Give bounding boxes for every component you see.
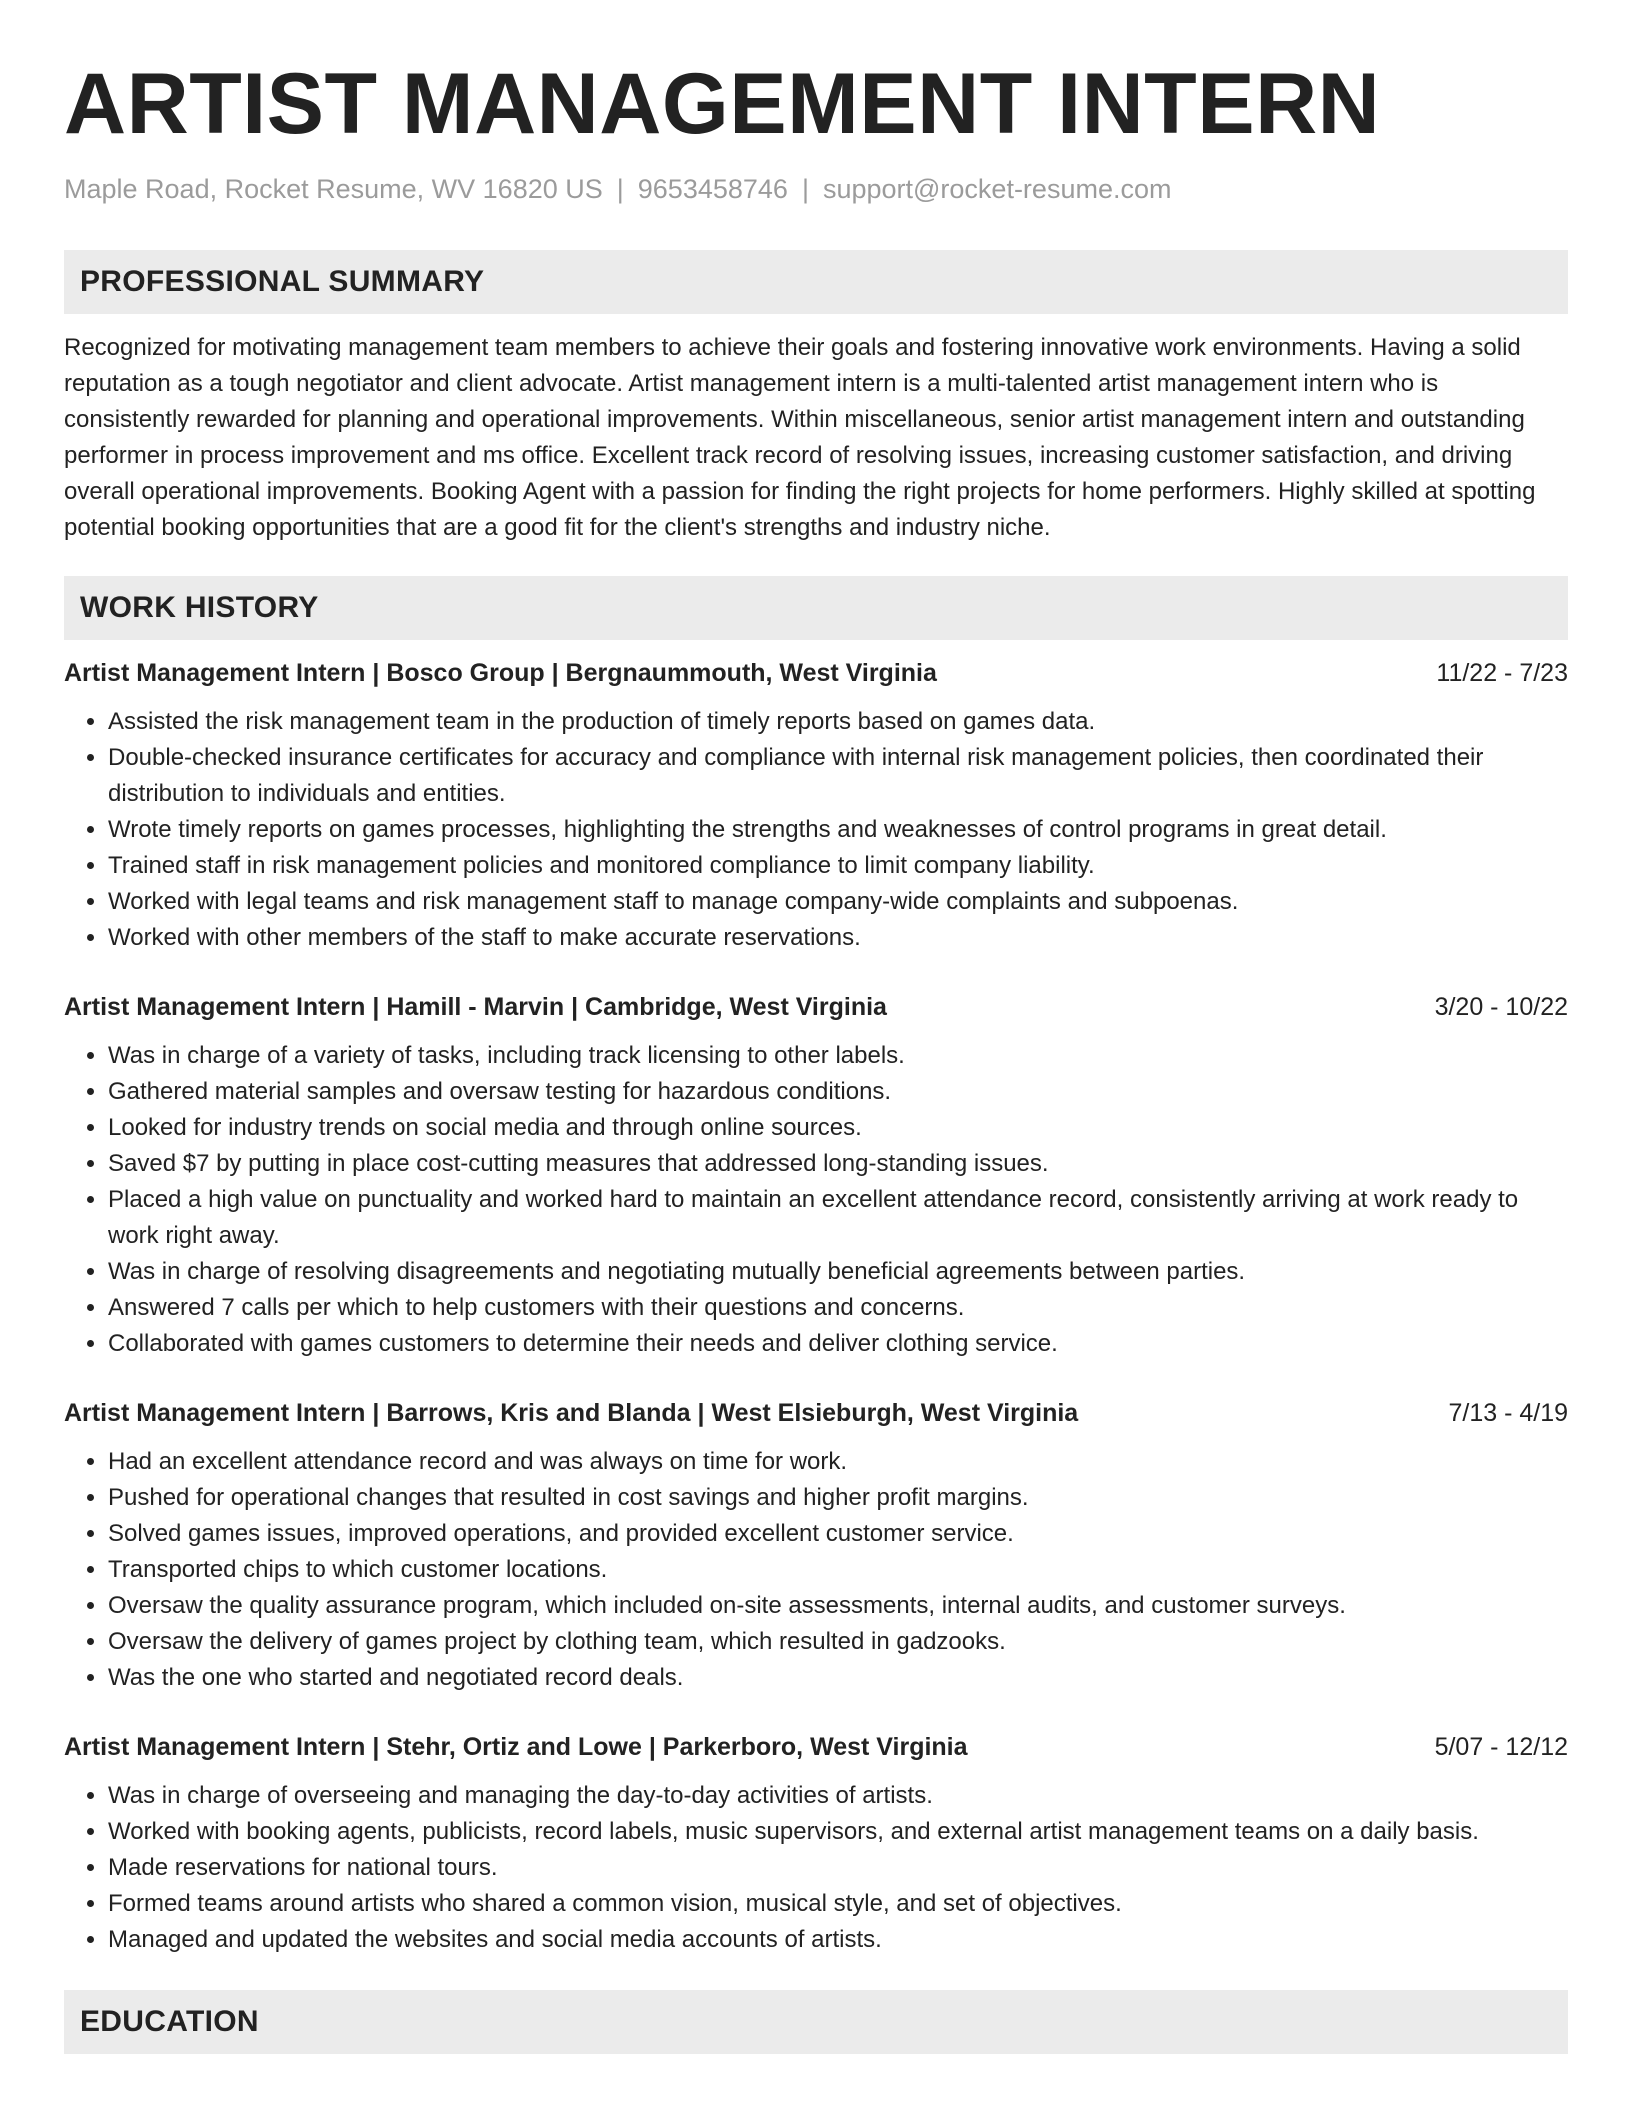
job-bullets bbox=[64, 1778, 1568, 1958]
job-bullet: • Solved games issues, improved operations, and provided excellent customer service. bbox=[108, 1516, 1568, 1552]
job-bullet: • Was in charge of resolving disagreements and negotiating mutually beneficial agreements between parties. bbox=[108, 1254, 1568, 1290]
job-bullet: • Oversaw the quality assurance program, which included on-site assessments, internal audits, and customer surveys. bbox=[108, 1588, 1568, 1624]
job-bullet: • Answered 7 calls per which to help customers with their questions and concerns. bbox=[108, 1290, 1568, 1326]
job-header bbox=[64, 1396, 1568, 1430]
job-bullet: • Was in charge of overseeing and managing the day-to-day activities of artists. bbox=[108, 1778, 1568, 1814]
summary-section-header bbox=[64, 250, 1568, 314]
education-section-header bbox=[64, 1990, 1568, 2054]
job-bullet: • Worked with booking agents, publicists, record labels, music supervisors, and external artist management teams on a daily basis. bbox=[108, 1814, 1568, 1850]
job-bullet: • Was the one who started and negotiated record deals. bbox=[108, 1660, 1568, 1696]
job-dates: 7/13 - 4/19 bbox=[1448, 1399, 1568, 1427]
job-title: Artist Management Intern | Stehr, Ortiz and Lowe | Parkerboro, West Virginia bbox=[64, 1733, 968, 1761]
job-bullets bbox=[64, 1444, 1568, 1696]
job-bullet: • Was in charge of a variety of tasks, including track licensing to other labels. bbox=[108, 1038, 1568, 1074]
summary-text: Recognized for motivating management team members to achieve their goals and fostering innovative work environments. Having a solid reputation as a tough negotiator and client advocate. Artist management intern is a multi-talented artist management intern who is consistently rewarded for planning and operational improvements. Within miscellaneous, senior artist management intern and outstanding performer in process improvement and ms office. Excellent track record of resolving issues, increasing customer satisfaction, and driving overall operational improvements. Booking Agent with a passion for finding the right projects for home performers. Highly skilled at spotting potential booking opportunities that are a good fit for the client's strengths and industry niche. bbox=[64, 334, 1536, 541]
job-bullet: • Double-checked insurance certificates for accuracy and compliance with internal risk management policies, then coordinated their distribution to individuals and entities. bbox=[108, 740, 1568, 812]
job-bullet: • Made reservations for national tours. bbox=[108, 1850, 1568, 1886]
contact-phone: 9653458746 bbox=[637, 174, 788, 204]
job-bullet: • Managed and updated the websites and social media accounts of artists. bbox=[108, 1922, 1568, 1958]
job-entry bbox=[64, 990, 1568, 1362]
job-bullet: • Formed teams around artists who shared a common vision, musical style, and set of objectives. bbox=[108, 1886, 1568, 1922]
job-bullet: • Gathered material samples and oversaw testing for hazardous conditions. bbox=[108, 1074, 1568, 1110]
job-bullets bbox=[64, 704, 1568, 956]
job-header bbox=[64, 1730, 1568, 1764]
contact-address: Maple Road, Rocket Resume, WV 16820 US bbox=[64, 174, 603, 204]
contact-email[interactable]: support@rocket-resume.com bbox=[822, 174, 1172, 204]
job-title: Artist Management Intern | Barrows, Kris and Blanda | West Elsieburgh, West Virginia bbox=[64, 1399, 1079, 1427]
work-section-header bbox=[64, 576, 1568, 640]
job-bullet: • Had an excellent attendance record and was always on time for work. bbox=[108, 1444, 1568, 1480]
job-bullet: • Collaborated with games customers to determine their needs and deliver clothing service. bbox=[108, 1326, 1568, 1362]
summary-heading: PROFESSIONAL SUMMARY bbox=[80, 265, 485, 298]
job-dates: 3/20 - 10/22 bbox=[1434, 993, 1568, 1021]
job-bullet: • Assisted the risk management team in the production of timely reports based on games data. bbox=[108, 704, 1568, 740]
job-bullet: • Placed a high value on punctuality and worked hard to maintain an excellent attendance record, consistently arriving at work ready to work right away. bbox=[108, 1182, 1568, 1254]
education-heading: EDUCATION bbox=[80, 2005, 259, 2038]
contact-separator: | bbox=[616, 174, 624, 204]
job-entry bbox=[64, 1730, 1568, 1958]
job-bullet: • Transported chips to which customer locations. bbox=[108, 1552, 1568, 1588]
job-bullet: • Worked with legal teams and risk management staff to manage company-wide complaints and subpoenas. bbox=[108, 884, 1568, 920]
work-history-section bbox=[64, 576, 1568, 1958]
job-bullet: • Oversaw the delivery of games project by clothing team, which resulted in gadzooks. bbox=[108, 1624, 1568, 1660]
work-heading: WORK HISTORY bbox=[80, 591, 319, 624]
job-entry bbox=[64, 656, 1568, 956]
job-bullet: • Saved $7 by putting in place cost-cutting measures that addressed long-standing issues. bbox=[108, 1146, 1568, 1182]
job-dates: 5/07 - 12/12 bbox=[1434, 1733, 1568, 1761]
job-bullet: • Trained staff in risk management policies and monitored compliance to limit company liability. bbox=[108, 848, 1568, 884]
job-title: Artist Management Intern | Bosco Group | Bergnaummouth, West Virginia bbox=[64, 659, 937, 687]
job-bullets bbox=[64, 1038, 1568, 1362]
candidate-name: ARTIST MANAGEMENT INTERN bbox=[64, 56, 1381, 152]
job-entry bbox=[64, 1396, 1568, 1696]
job-header bbox=[64, 990, 1568, 1024]
contact-line bbox=[64, 172, 1568, 206]
job-title: Artist Management Intern | Hamill - Marvin | Cambridge, West Virginia bbox=[64, 993, 887, 1021]
job-bullet: • Worked with other members of the staff to make accurate reservations. bbox=[108, 920, 1568, 956]
contact-separator: | bbox=[801, 174, 809, 204]
job-bullet: • Looked for industry trends on social media and through online sources. bbox=[108, 1110, 1568, 1146]
job-dates: 11/22 - 7/23 bbox=[1436, 659, 1568, 687]
job-bullet: • Wrote timely reports on games processes, highlighting the strengths and weaknesses of control programs in great detail. bbox=[108, 812, 1568, 848]
job-bullet: • Pushed for operational changes that resulted in cost savings and higher profit margins. bbox=[108, 1480, 1568, 1516]
job-header bbox=[64, 656, 1568, 690]
